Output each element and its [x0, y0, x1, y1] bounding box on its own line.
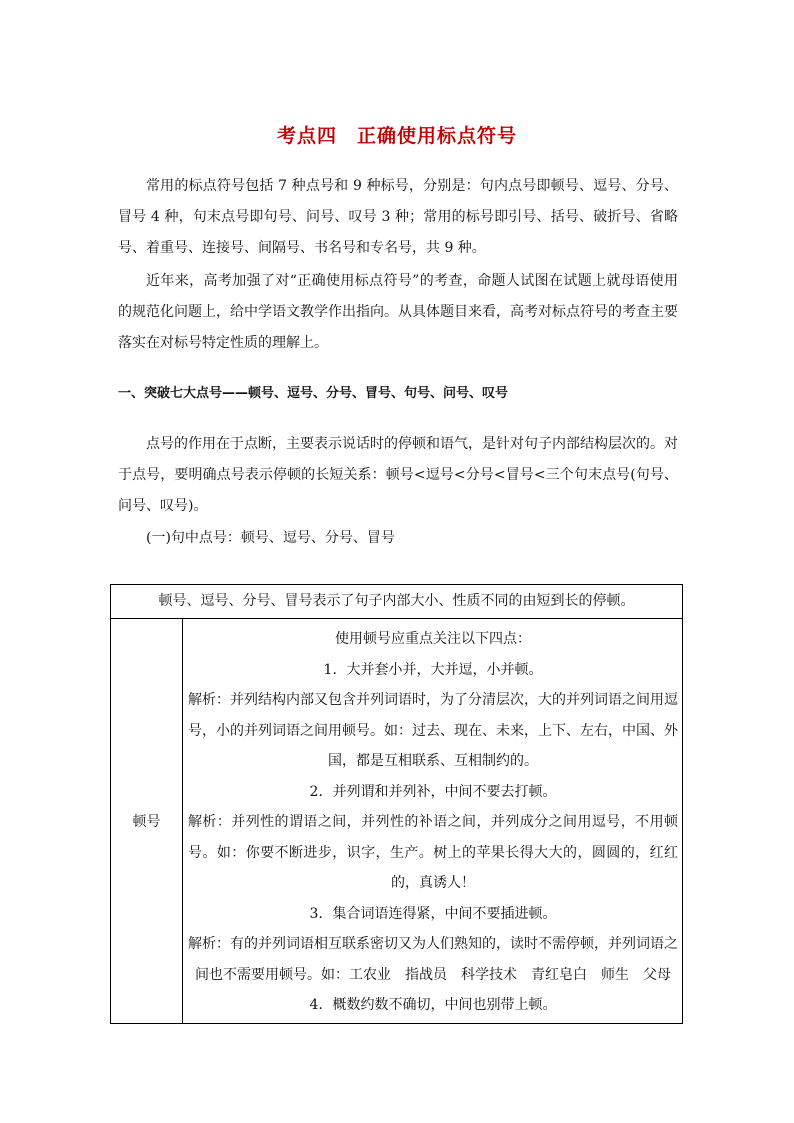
paragraph-pause-function: 点号的作用在于点断，主要表示说话时的停顿和语气，是针对句子内部结构层次的。对于点号，要明确点号表示停顿的长短关系：顿号<逗号<分号<冒号<三个句末点号(句号、问号、叹号)。 — [118, 436, 678, 514]
table-row-label: 顿号 — [111, 619, 183, 1023]
page-title: 考点四 正确使用标点符号 — [276, 125, 517, 147]
section-heading: 一、突破七大点号——顿号、逗号、分号、冒号、句号、问号、叹号 — [118, 386, 509, 401]
analysis-2: 解析：并列性的谓语之间，并列性的补语之间，并列成分之间用逗号，不用顿号。如：你要不断进步，识字，生产。树上的苹果长得大大的，圆圆的，红红的，真诱人！ — [188, 814, 678, 891]
rule-1: 1．大并套小并，大并逗，小并顿。 — [323, 661, 543, 678]
table-intro: 使用顿号应重点关注以下四点： — [335, 631, 531, 647]
rule-2: 2．并列谓和并列补，中间不要去打顿。 — [309, 783, 557, 800]
table-header: 顿号、逗号、分号、冒号表示了句子内部大小、性质不同的由短到长的停顿。 — [111, 585, 682, 619]
table-row — [111, 619, 682, 1023]
paragraph-punctuation-types: 常用的标点符号包括 7 种点号和 9 种标号，分别是：句内点号即顿号、逗号、分号、冒号 4 种，句末点号即句号、问号、叹号 3 种；常用的标号即引号、括号、破折号、省略号、着重号、连接号、间隔号、书名号和专名号，共 9 种。 — [118, 178, 678, 256]
rule-4: 4．概数约数不确切，中间也别带上顿。 — [309, 997, 557, 1013]
table-row-content — [183, 619, 682, 1023]
analysis-1: 解析：并列结构内部又包含并列词语时，为了分清层次，大的并列词语之间用逗号，小的并列词语之间用顿号。如：过去、现在、未来，上下、左右，中国、外国，都是互相联系、互相制约的。 — [188, 692, 678, 769]
punctuation-table — [110, 584, 683, 1024]
analysis-3: 解析：有的并列词语相互联系密切又为人们熟知的，读时不需停顿，并列词语之间也不需要用顿号。如：工农业 指战员 科学技术 青红皂白 师生 父母 — [188, 936, 678, 983]
subsection-heading: (一)句中点号：顿号、逗号、分号、冒号 — [146, 530, 395, 546]
paragraph-exam-trend: 近年来，高考加强了对“正确使用标点符号”的考查，命题人试图在试题上就母语使用的规范化问题上，给中学语文教学作出指向。从具体题目来看，高考对标点符号的考查主要落实在对标号特定性质的理解上。 — [118, 273, 678, 351]
rule-3: 3．集合词语连得紧，中间不要插进顿。 — [309, 905, 557, 922]
